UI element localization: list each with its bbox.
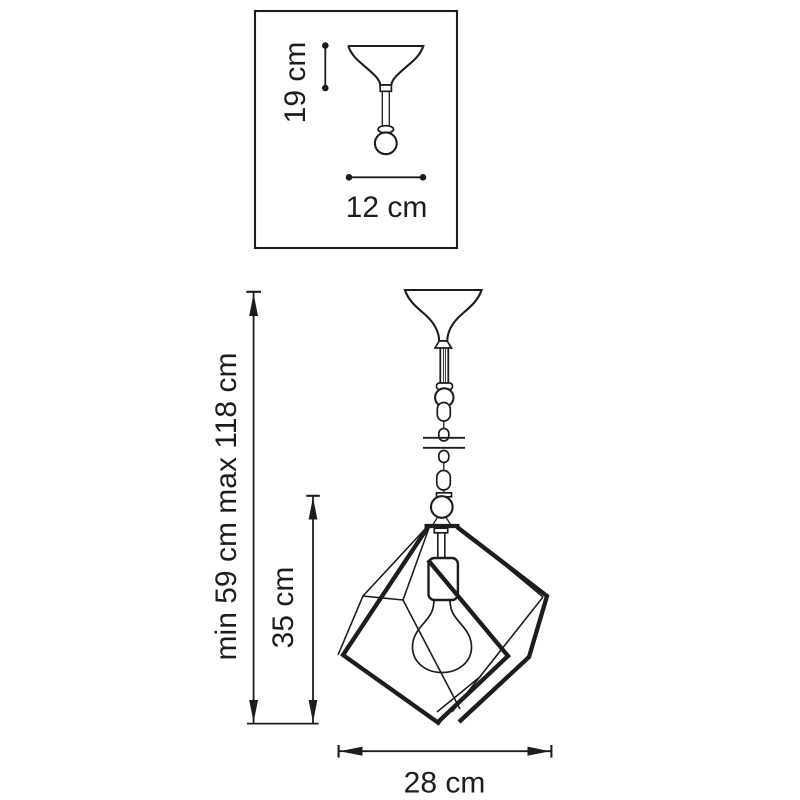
dim-shade-width-label: 28 cm xyxy=(403,766,486,800)
dim-dot-left xyxy=(346,174,353,181)
chain-link xyxy=(439,451,449,463)
arrow-down-icon xyxy=(309,700,318,722)
pendant-canopy-neck xyxy=(435,341,452,348)
chain-link xyxy=(437,403,450,422)
hanging-sphere xyxy=(431,496,453,518)
inset-rod xyxy=(382,91,389,127)
dim-canopy-height-label: 19 cm xyxy=(279,41,312,124)
dim-overall-height-label: min 59 cm max 118 cm xyxy=(210,352,243,661)
socket-stem xyxy=(438,533,445,559)
dim-canopy-width xyxy=(346,174,428,224)
arrow-down-icon xyxy=(249,700,258,722)
dim-shade-height-label: 35 cm xyxy=(267,566,300,649)
main-view xyxy=(210,290,551,800)
detail-inset xyxy=(255,11,457,248)
arrow-right-icon xyxy=(528,747,551,756)
chain-link xyxy=(439,429,449,442)
inset-canopy-neck xyxy=(380,85,391,91)
dim-dot-top xyxy=(322,42,329,49)
inset-ball-finial xyxy=(375,132,397,154)
inset-canopy xyxy=(348,46,423,85)
arrow-up-icon xyxy=(249,294,258,316)
dim-dot-bottom xyxy=(322,85,329,92)
arrow-up-icon xyxy=(309,497,318,519)
chain-link xyxy=(437,471,451,491)
dim-canopy-width-label: 12 cm xyxy=(345,191,428,224)
crown-collar xyxy=(434,528,447,533)
dim-dot-right xyxy=(420,174,427,181)
dim-canopy-height xyxy=(279,42,329,124)
pendant-rod xyxy=(440,348,448,383)
suspension-chain xyxy=(423,403,465,497)
dim-overall-height xyxy=(210,292,261,724)
dim-shade-height xyxy=(267,496,320,724)
dim-shade-width xyxy=(339,745,552,800)
pendant-canopy xyxy=(405,290,482,341)
arrow-left-icon xyxy=(340,747,363,756)
